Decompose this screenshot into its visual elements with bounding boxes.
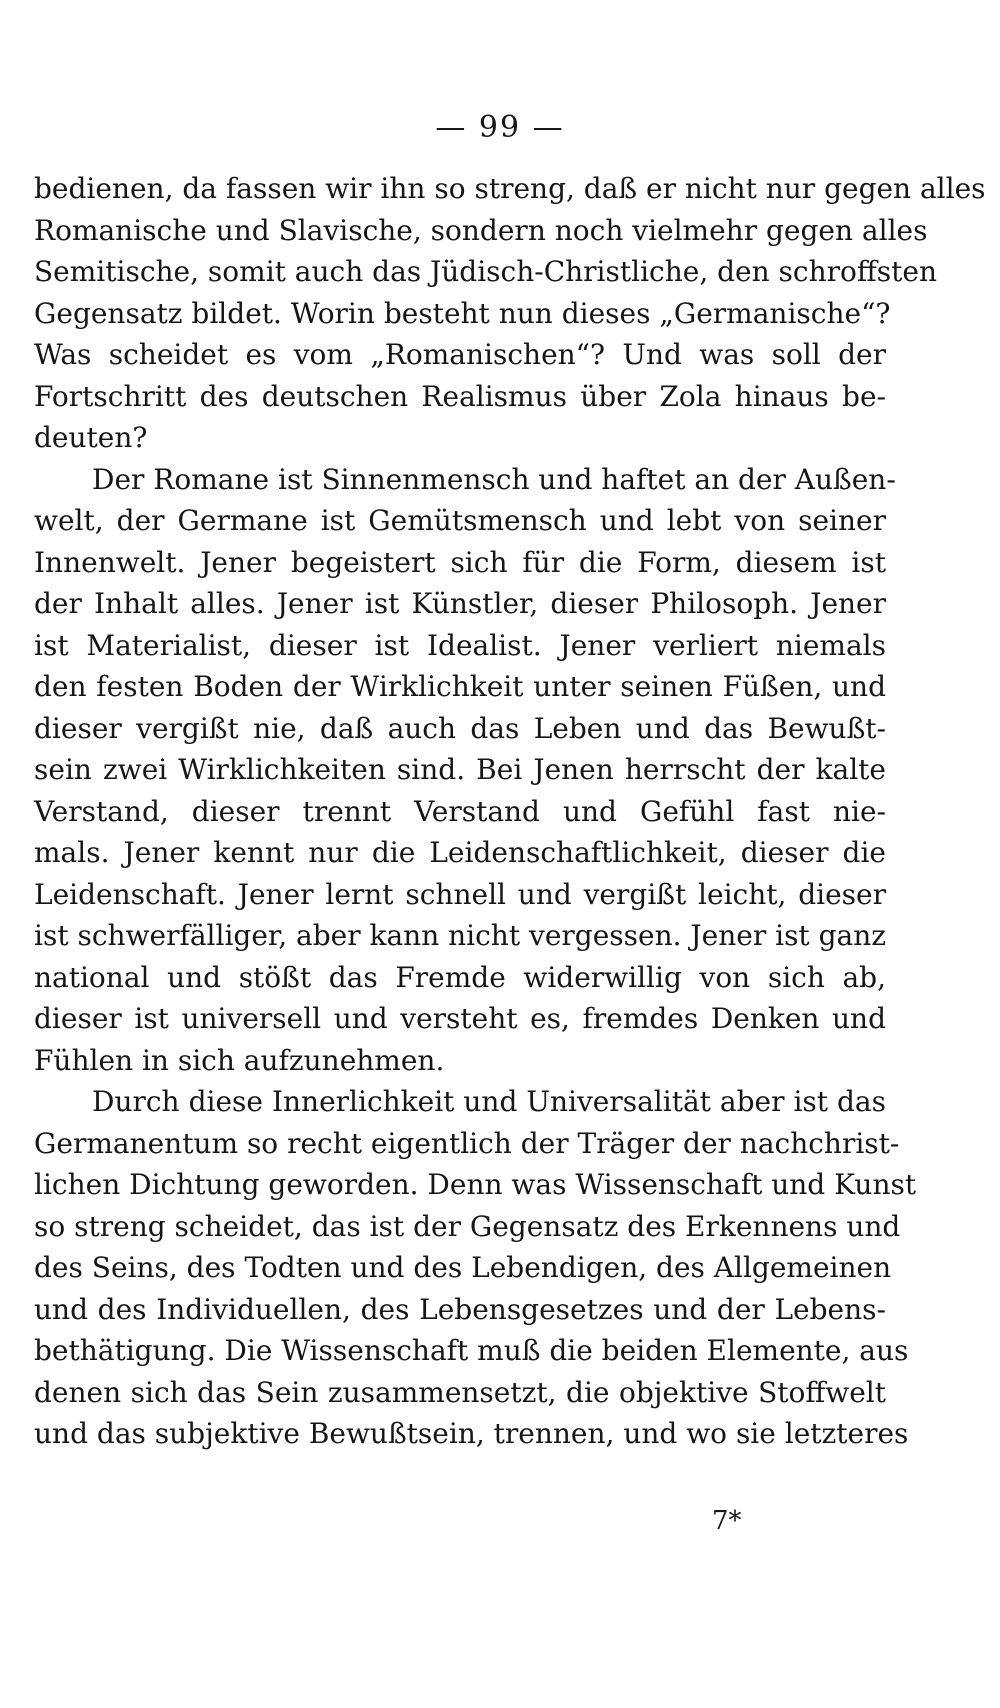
- text-line: des Seins, des Todten und des Lebendigen, des Allgemeinen: [34, 1251, 892, 1284]
- text-line: ist schwerfälliger, aber kann nicht vergessen. Jener ist ganz: [34, 919, 886, 952]
- paragraph-3: [34, 1081, 917, 1455]
- text-line: denen sich das Sein zusammensetzt, die objektive Stoffwelt: [34, 1375, 886, 1409]
- text-line: Leidenschaft. Jener lernt schnell und vergißt leicht, dieser: [34, 877, 886, 911]
- text-line: Gegensatz bildet. Worin besteht nun dieses „Germanische“?: [34, 296, 891, 330]
- text-line: sein zwei Wirklichkeiten sind. Bei Jenen herrscht der kalte: [34, 753, 886, 786]
- text-line: Fühlen in sich aufzunehmen.: [34, 1043, 445, 1077]
- paragraph-2: [34, 459, 896, 1082]
- text-line: und des Individuellen, des Lebensgesetzes und der Lebens-: [34, 1292, 886, 1326]
- text-line: der Inhalt alles. Jener ist Künstler, dieser Philosoph. Jener: [34, 587, 886, 620]
- text-line: mals. Jener kennt nur die Leidenschaftlichkeit, dieser die: [34, 836, 886, 869]
- text-line: national und stößt das Fremde widerwillig von sich ab,: [34, 960, 886, 994]
- text-line: welt, der Germane ist Gemütsmensch und lebt von seiner: [34, 504, 886, 537]
- text-line: deuten?: [34, 421, 148, 454]
- text-line: ist Materialist, dieser ist Idealist. Jener verliert niemals: [34, 628, 886, 662]
- text-line: bedienen, da fassen wir ihn so streng, daß er nicht nur gegen alles: [34, 172, 986, 205]
- text-line: bethätigung. Die Wissenschaft muß die beiden Elemente, aus: [34, 1334, 909, 1367]
- page-number: — 99 —: [435, 110, 565, 145]
- text-line: Der Romane ist Sinnenmensch und haftet an der Außen-: [92, 462, 896, 496]
- text-line: Verstand, dieser trennt Verstand und Gefühl fast nie-: [34, 794, 886, 828]
- text-line: dieser vergißt nie, daß auch das Leben und das Bewußt-: [34, 711, 886, 745]
- text-line: Romanische und Slavische, sondern noch vielmehr gegen alles: [34, 213, 928, 247]
- paragraph-1: [34, 168, 986, 459]
- text-line: Durch diese Innerlichkeit und Universalität aber ist das: [92, 1085, 886, 1118]
- signature-mark: 7*: [712, 1506, 742, 1536]
- text-line: so streng scheidet, das ist der Gegensatz des Erkennens und: [34, 1209, 901, 1243]
- text-line: Semitische, somit auch das Jüdisch-Christliche, den schroffsten: [34, 255, 937, 288]
- text-line: Innenwelt. Jener begeistert sich für die Form, diesem ist: [34, 545, 886, 579]
- text-line: dieser ist universell und versteht es, fremdes Denken und: [34, 1002, 886, 1035]
- text-line: Fortschritt des deutschen Realismus über Zola hinaus be-: [34, 379, 886, 413]
- body-text: [34, 168, 986, 1455]
- text-line: Germanentum so recht eigentlich der Träger der nachchrist-: [34, 1126, 900, 1160]
- text-line: und das subjektive Bewußtsein, trennen, und wo sie letzteres: [34, 1417, 909, 1450]
- text-line: Was scheidet es vom „Romanischen“? Und was soll der: [34, 338, 886, 371]
- text-line: lichen Dichtung geworden. Denn was Wissenschaft und Kunst: [34, 1168, 917, 1201]
- text-line: den festen Boden der Wirklichkeit unter seinen Füßen, und: [34, 670, 886, 703]
